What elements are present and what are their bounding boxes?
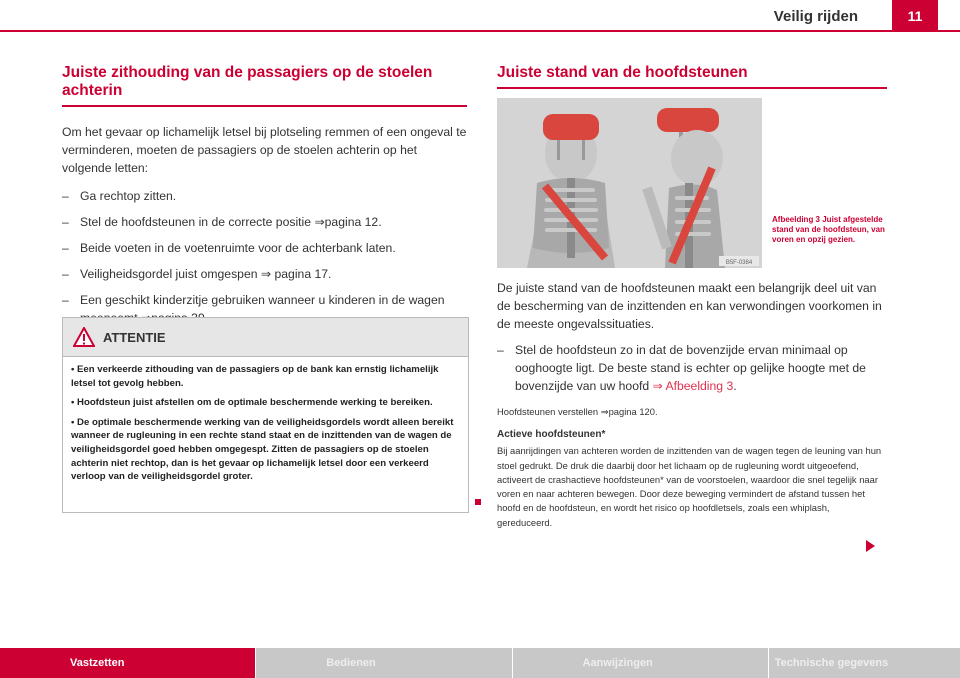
left-intro: Om het gevaar op lichamelijk letsel bij plotseling remmen of een ongeval te verminderen, moeten de passagiers op de stoelen achterin op het volgende letten: xyxy=(62,125,467,175)
page-section-title: Veilig rijden xyxy=(773,8,858,25)
right-heading: Juiste stand van de hoofdsteunen xyxy=(497,64,887,89)
page-link[interactable]: ⇒ pagina 17. xyxy=(260,267,332,281)
next-page-arrow-icon[interactable] xyxy=(866,540,875,552)
footer-tab-bedienen[interactable]: Bedienen xyxy=(255,648,511,678)
page-number: 11 xyxy=(892,0,938,32)
section-end-marker xyxy=(475,499,481,505)
right-list xyxy=(497,341,882,395)
footer-tab-vastzetten[interactable]: Vastzetten xyxy=(0,648,255,678)
footer-tab-aanwijzingen[interactable]: Aanwijzingen xyxy=(512,648,768,678)
left-heading: Juiste zithouding van de passagiers op de stoelen achterin xyxy=(62,64,467,107)
list-item: – Veiligheidsgordel juist omgespen ⇒ pagina 17. xyxy=(62,267,332,281)
warning-bullet: • Een verkeerde zithouding van de passagiers op de bank kan ernstig lichamelijk letsel tot gevolg hebben. xyxy=(71,364,439,389)
figure-link[interactable]: ⇒ Afbeelding 3 xyxy=(652,379,734,393)
active-headrest-heading: Actieve hoofdsteunen* xyxy=(497,429,606,441)
header-rule xyxy=(0,30,960,32)
list-item: – Ga rechtop zitten. xyxy=(62,189,177,203)
warning-box xyxy=(62,317,469,513)
right-column xyxy=(497,64,887,89)
list-item: – Beide voeten in de voetenruimte voor de achterbank laten. xyxy=(62,241,396,255)
warning-body xyxy=(63,357,468,496)
left-column xyxy=(62,64,467,335)
headrest-illustration xyxy=(497,98,762,268)
page-link[interactable]: ⇒pagina 12. xyxy=(314,215,382,229)
warning-bullet: • De optimale beschermende werking van de veiligheidsgordels wordt alleen bereikt wanneer de rugleuning in een rechte stand staat en de inzittenden van de wagen de veiligheidsgordel goed hebben omgegespt. Zitten de passagiers op de stoelen achterin niet rechtop, dan is het gevaar op lichamelijk letsel door een verkeerd verloop van de veiligheidsgordel groter. xyxy=(71,416,454,483)
active-headrest-text: Bij aanrijdingen van achteren worden de inzittenden van de wagen tegen de leuning van hun stoel gedrukt. De druk die daarbij door het lichaam op de rugleuning wordt uitgeoefend, activeert de crashactieve hoofdsteunen* van de voorstoelen, waardoor die snel tegelijk naar voren en naar achteren bewegen. Door deze beweging vermindert de afstand tussen het hoofd en de hoofdsteun, en wordt het risico op hoofdletsels, zoals een whiplash, gereduceerd. xyxy=(497,445,882,528)
warning-title: ATTENTIE xyxy=(103,329,166,345)
list-item: – Een geschikt kinderzitje gebruiken wanneer u kinderen in de wagen xyxy=(62,291,467,327)
left-list xyxy=(62,187,467,327)
headrest-adjust-ref: Hoofdsteunen verstellen ⇒pagina 120. xyxy=(497,406,658,417)
warning-triangle-icon xyxy=(73,327,95,347)
footer-nav xyxy=(0,648,960,678)
figure-code: B5F-0384 xyxy=(725,260,753,266)
headrest-figure xyxy=(497,98,762,268)
right-para: De juiste stand van de hoofdsteunen maakt een belangrijk deel uit van de bescherming van de inzittenden en kan verwondingen voorkomen in de meeste ongevalssituaties. xyxy=(497,281,882,331)
warning-bullet: • Hoofdsteun juist afstellen om de optimale beschermende werking te bereiken. xyxy=(71,397,433,409)
figure-caption: Afbeelding 3 Juist afgestelde stand van de hoofdsteun, van voren en opzij gezien. xyxy=(772,215,885,244)
list-item: – Stel de hoofdsteunen in de correcte positie ⇒pagina 12. xyxy=(62,215,382,229)
right-text xyxy=(497,279,882,530)
list-item: – Stel de hoofdsteun zo in dat de bovenzijde ervan minimaal op ooghoogte ligt. De beste stand is echter op gelijke hoogte met de bovenzijde van uw hoofd ⇒ Afbeelding 3. xyxy=(497,343,866,393)
footer-tab-technische-gegevens[interactable]: Technische gegevens xyxy=(768,648,960,678)
warning-header xyxy=(63,318,468,357)
